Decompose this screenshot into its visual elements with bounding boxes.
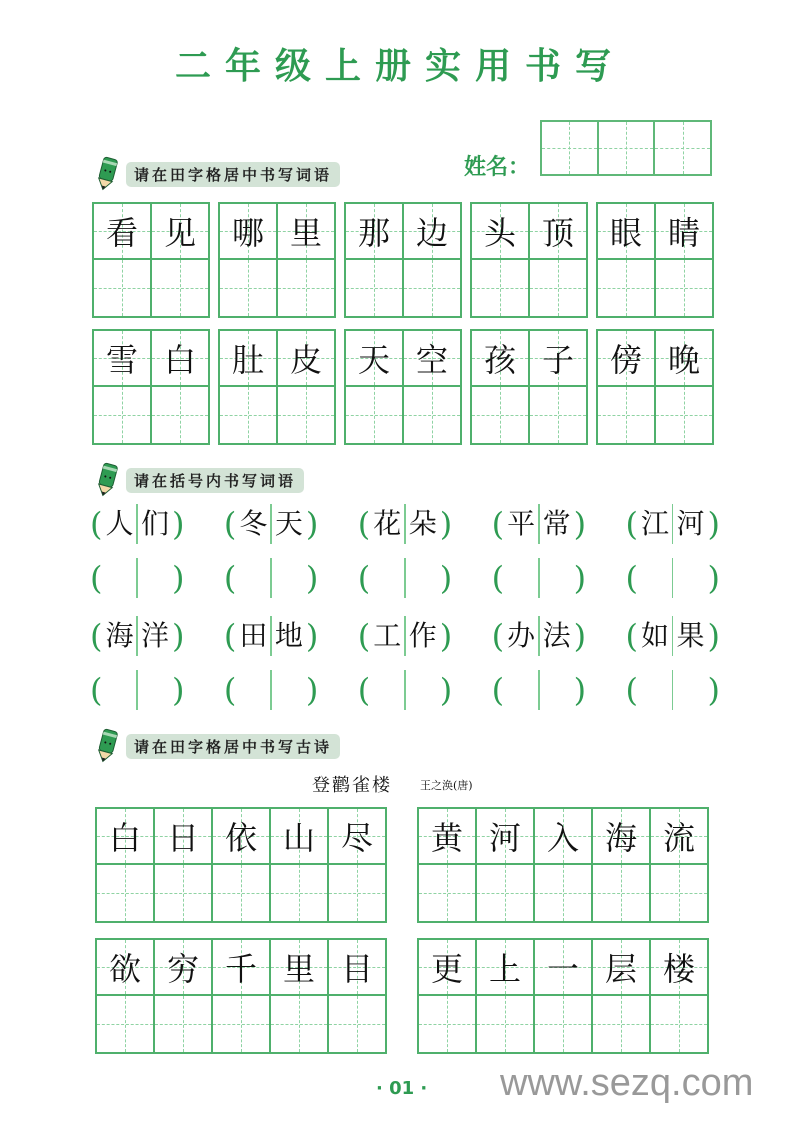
- name-cell[interactable]: [599, 122, 656, 174]
- bracket-word: [626, 614, 720, 658]
- bracket-char: 花: [373, 507, 402, 540]
- tianzige-block: [596, 329, 714, 445]
- bracket-divider: [672, 558, 674, 598]
- bracket-blank[interactable]: [224, 556, 318, 600]
- model-character: 海: [604, 819, 637, 857]
- bracket-blank[interactable]: [626, 556, 720, 600]
- model-character: 肚: [231, 341, 264, 379]
- model-cell: [346, 331, 402, 387]
- close-paren: ): [305, 559, 319, 597]
- model-cell: [152, 331, 208, 387]
- bracket-words-row: [90, 502, 720, 546]
- bracket-char: 作: [408, 619, 437, 652]
- open-paren: (: [357, 505, 371, 543]
- name-input-grid[interactable]: [540, 120, 712, 176]
- bracket-blank[interactable]: [492, 556, 586, 600]
- model-cell: [94, 204, 150, 260]
- model-character: 河: [488, 819, 521, 857]
- model-character: 楼: [662, 950, 695, 988]
- bracket-blank-row: [90, 556, 720, 600]
- model-cell: [419, 940, 475, 996]
- close-paren: ): [439, 505, 453, 543]
- model-cell: [271, 940, 327, 996]
- open-paren: (: [90, 505, 103, 543]
- model-cell: [598, 204, 654, 260]
- writing-cell[interactable]: [419, 865, 475, 921]
- page-number: · 01 ·: [376, 1078, 428, 1099]
- bracket-blank[interactable]: [626, 668, 720, 712]
- tianzige-block: [344, 202, 462, 318]
- grid-column: [155, 940, 213, 1052]
- grid-column: [329, 940, 385, 1052]
- grid-column: [535, 809, 593, 921]
- grid-column: [598, 331, 656, 443]
- close-paren: ): [707, 671, 720, 709]
- model-character: 入: [546, 819, 579, 857]
- grid-column: [155, 809, 213, 921]
- writing-cell[interactable]: [220, 387, 276, 443]
- section-label: 请在括号内书写词语: [126, 468, 304, 493]
- model-cell: [97, 809, 153, 865]
- model-cell: [419, 809, 475, 865]
- writing-cell[interactable]: [213, 996, 269, 1052]
- model-character: 目: [340, 950, 373, 988]
- bracket-char: 人: [105, 507, 134, 540]
- bracket-word: [224, 502, 318, 546]
- model-cell: [535, 940, 591, 996]
- close-paren: ): [171, 559, 185, 597]
- model-character: 流: [662, 819, 695, 857]
- model-cell: [220, 331, 276, 387]
- writing-cell[interactable]: [404, 387, 460, 443]
- open-paren: (: [357, 671, 371, 709]
- writing-cell[interactable]: [530, 387, 586, 443]
- poem-author: 王之涣(唐): [420, 779, 473, 792]
- grid-column: [271, 809, 329, 921]
- model-character: 孩: [483, 341, 516, 379]
- close-paren: ): [439, 617, 453, 655]
- model-character: 白: [108, 819, 141, 857]
- model-character: 千: [224, 950, 257, 988]
- open-paren: (: [90, 559, 103, 597]
- name-cell[interactable]: [542, 122, 599, 174]
- section-header-bracket-words: [94, 462, 304, 498]
- writing-cell[interactable]: [535, 996, 591, 1052]
- bracket-blank[interactable]: [492, 668, 586, 712]
- bracket-divider: [136, 558, 138, 598]
- open-paren: (: [491, 671, 505, 709]
- grid-column: [651, 809, 707, 921]
- close-paren: ): [305, 671, 319, 709]
- grid-column: [213, 809, 271, 921]
- model-cell: [97, 940, 153, 996]
- pencil-icon: [94, 728, 120, 764]
- bracket-word: [492, 502, 586, 546]
- bracket-blank[interactable]: [224, 668, 318, 712]
- open-paren: (: [223, 671, 237, 709]
- open-paren: (: [491, 617, 505, 655]
- bracket-char: 江: [640, 507, 669, 540]
- grid-column: [472, 204, 530, 316]
- model-character: 空: [415, 341, 448, 379]
- grid-column: [152, 331, 208, 443]
- writing-cell[interactable]: [155, 865, 211, 921]
- open-paren: (: [491, 505, 505, 543]
- model-cell: [472, 331, 528, 387]
- tianzige-block: [92, 202, 210, 318]
- grid-column: [598, 204, 656, 316]
- model-cell: [155, 809, 211, 865]
- bracket-blank[interactable]: [358, 556, 452, 600]
- close-paren: ): [707, 505, 720, 543]
- bracket-word: [90, 614, 184, 658]
- grid-column: [278, 331, 334, 443]
- writing-cell[interactable]: [472, 260, 528, 316]
- model-character: 里: [289, 214, 322, 252]
- grid-column: [530, 331, 586, 443]
- bracket-word: [358, 502, 452, 546]
- grid-column: [419, 940, 477, 1052]
- tianzige-block: [344, 329, 462, 445]
- bracket-divider: [404, 670, 406, 710]
- bracket-char: 朵: [408, 507, 437, 540]
- watermark: www.sezq.com: [500, 1062, 754, 1104]
- close-paren: ): [707, 617, 720, 655]
- grid-column: [477, 809, 535, 921]
- open-paren: (: [625, 671, 638, 709]
- writing-cell[interactable]: [477, 865, 533, 921]
- bracket-char: 如: [640, 619, 669, 652]
- close-paren: ): [573, 559, 587, 597]
- open-paren: (: [625, 617, 638, 655]
- writing-cell[interactable]: [593, 996, 649, 1052]
- writing-cell[interactable]: [656, 387, 712, 443]
- grid-column: [404, 204, 460, 316]
- model-character: 日: [166, 819, 199, 857]
- bracket-char: 法: [542, 619, 571, 652]
- model-character: 哪: [231, 214, 264, 252]
- bracket-divider: [538, 670, 540, 710]
- grid-column: [651, 940, 707, 1052]
- writing-cell[interactable]: [94, 387, 150, 443]
- name-cell[interactable]: [655, 122, 710, 174]
- bracket-char: 办: [507, 619, 536, 652]
- writing-cell[interactable]: [152, 260, 208, 316]
- model-character: 穷: [166, 950, 199, 988]
- model-character: 层: [604, 950, 637, 988]
- tianzige-block: [470, 329, 588, 445]
- grid-column: [97, 809, 155, 921]
- grid-column: [346, 204, 404, 316]
- model-character: 里: [282, 950, 315, 988]
- grid-column: [419, 809, 477, 921]
- tianzige-block: [95, 807, 387, 923]
- bracket-word: [224, 614, 318, 658]
- tianzige-block: [92, 329, 210, 445]
- close-paren: ): [573, 617, 587, 655]
- grid-column: [472, 331, 530, 443]
- bracket-char: 冬: [239, 507, 268, 540]
- model-cell: [213, 940, 269, 996]
- bracket-blank[interactable]: [90, 668, 184, 712]
- model-cell: [656, 204, 712, 260]
- writing-cell[interactable]: [220, 260, 276, 316]
- section-header-grid-words: [94, 156, 340, 192]
- model-character: 睛: [667, 214, 700, 252]
- poem-title: 登鹳雀楼: [312, 775, 392, 796]
- close-paren: ): [171, 617, 185, 655]
- model-character: 子: [541, 341, 574, 379]
- model-character: 更: [430, 950, 463, 988]
- bracket-char: 天: [274, 507, 303, 540]
- section-label: 请在田字格居中书写词语: [126, 162, 340, 187]
- close-paren: ): [305, 617, 319, 655]
- open-paren: (: [223, 559, 237, 597]
- open-paren: (: [357, 617, 371, 655]
- bracket-word: [90, 502, 184, 546]
- model-character: 依: [224, 819, 257, 857]
- model-character: 顶: [541, 214, 574, 252]
- writing-cell[interactable]: [94, 260, 150, 316]
- model-cell: [329, 809, 385, 865]
- writing-cell[interactable]: [477, 996, 533, 1052]
- model-character: 山: [282, 819, 315, 857]
- model-character: 头: [483, 214, 516, 252]
- bracket-word: [492, 614, 586, 658]
- open-paren: (: [223, 505, 237, 543]
- bracket-char: 平: [507, 507, 536, 540]
- grid-column: [271, 940, 329, 1052]
- close-paren: ): [439, 559, 453, 597]
- grid-column: [656, 204, 712, 316]
- model-cell: [477, 940, 533, 996]
- bracket-char: 河: [676, 507, 705, 540]
- close-paren: ): [171, 505, 185, 543]
- close-paren: ): [573, 505, 587, 543]
- writing-cell[interactable]: [535, 865, 591, 921]
- model-character: 一: [546, 950, 579, 988]
- open-paren: (: [625, 559, 638, 597]
- model-character: 欲: [108, 950, 141, 988]
- close-paren: ): [171, 671, 185, 709]
- writing-cell[interactable]: [278, 260, 334, 316]
- writing-cell[interactable]: [598, 260, 654, 316]
- section-header-poem: [94, 728, 340, 764]
- model-cell: [94, 331, 150, 387]
- grid-column: [593, 940, 651, 1052]
- grid-column: [152, 204, 208, 316]
- model-character: 眼: [609, 214, 642, 252]
- model-character: 尽: [340, 819, 373, 857]
- tianzige-block: [218, 329, 336, 445]
- model-character: 见: [163, 214, 196, 252]
- writing-cell[interactable]: [651, 865, 707, 921]
- open-paren: (: [90, 671, 103, 709]
- tianzige-block: [95, 938, 387, 1054]
- writing-cell[interactable]: [271, 996, 327, 1052]
- bracket-divider: [404, 558, 406, 598]
- writing-cell[interactable]: [593, 865, 649, 921]
- open-paren: (: [90, 617, 103, 655]
- tianzige-block: [596, 202, 714, 318]
- grid-column: [213, 940, 271, 1052]
- grid-column: [220, 331, 278, 443]
- close-paren: ): [573, 671, 587, 709]
- model-cell: [656, 331, 712, 387]
- model-cell: [530, 331, 586, 387]
- writing-cell[interactable]: [329, 996, 385, 1052]
- close-paren: ): [305, 505, 319, 543]
- writing-cell[interactable]: [329, 865, 385, 921]
- grid-column: [477, 940, 535, 1052]
- bracket-divider: [136, 670, 138, 710]
- model-cell: [329, 940, 385, 996]
- writing-cell[interactable]: [598, 387, 654, 443]
- grid-column: [535, 940, 593, 1052]
- bracket-char: 果: [676, 619, 705, 652]
- bracket-blank[interactable]: [358, 668, 452, 712]
- open-paren: (: [357, 559, 371, 597]
- writing-cell[interactable]: [656, 260, 712, 316]
- model-cell: [346, 204, 402, 260]
- tianzige-block: [417, 938, 709, 1054]
- name-label: 姓名：: [464, 155, 531, 180]
- page-title: 二年级上册实用书写: [174, 46, 625, 87]
- close-paren: ): [439, 671, 453, 709]
- close-paren: ): [707, 559, 720, 597]
- model-character: 上: [488, 950, 521, 988]
- grid-column: [593, 809, 651, 921]
- open-paren: (: [625, 505, 638, 543]
- tianzige-block: [417, 807, 709, 923]
- model-cell: [155, 940, 211, 996]
- model-cell: [530, 204, 586, 260]
- writing-cell[interactable]: [278, 387, 334, 443]
- model-cell: [472, 204, 528, 260]
- model-cell: [598, 331, 654, 387]
- grid-column: [94, 331, 152, 443]
- bracket-char: 地: [274, 619, 303, 652]
- model-cell: [535, 809, 591, 865]
- writing-cell[interactable]: [213, 865, 269, 921]
- model-character: 黄: [430, 819, 463, 857]
- writing-cell[interactable]: [419, 996, 475, 1052]
- model-character: 天: [357, 341, 390, 379]
- bracket-char: 田: [239, 619, 268, 652]
- model-cell: [404, 204, 460, 260]
- writing-cell[interactable]: [97, 865, 153, 921]
- writing-cell[interactable]: [472, 387, 528, 443]
- writing-cell[interactable]: [346, 387, 402, 443]
- writing-cell[interactable]: [155, 996, 211, 1052]
- bracket-blank-row: [90, 668, 720, 712]
- writing-cell[interactable]: [152, 387, 208, 443]
- model-cell: [220, 204, 276, 260]
- model-character: 傍: [609, 341, 642, 379]
- bracket-divider: [270, 670, 272, 710]
- model-cell: [271, 809, 327, 865]
- section-label: 请在田字格居中书写古诗: [126, 734, 340, 759]
- model-cell: [213, 809, 269, 865]
- bracket-char: 海: [105, 619, 134, 652]
- model-character: 那: [357, 214, 390, 252]
- model-cell: [278, 331, 334, 387]
- bracket-char: 工: [373, 619, 402, 652]
- bracket-char: 们: [140, 507, 169, 540]
- model-cell: [278, 204, 334, 260]
- model-character: 看: [105, 214, 138, 252]
- bracket-word: [626, 502, 720, 546]
- model-cell: [651, 809, 707, 865]
- open-paren: (: [491, 559, 505, 597]
- grid-column: [530, 204, 586, 316]
- tianzige-block: [218, 202, 336, 318]
- pencil-icon: [94, 462, 120, 498]
- writing-cell[interactable]: [271, 865, 327, 921]
- bracket-char: 洋: [140, 619, 169, 652]
- model-cell: [593, 940, 649, 996]
- bracket-word: [358, 614, 452, 658]
- writing-cell[interactable]: [346, 260, 402, 316]
- writing-cell[interactable]: [530, 260, 586, 316]
- model-character: 边: [415, 214, 448, 252]
- grid-column: [656, 331, 712, 443]
- writing-cell[interactable]: [404, 260, 460, 316]
- model-cell: [152, 204, 208, 260]
- grid-column: [97, 940, 155, 1052]
- grid-column: [404, 331, 460, 443]
- bracket-words-row: [90, 614, 720, 658]
- open-paren: (: [223, 617, 237, 655]
- model-character: 白: [163, 341, 196, 379]
- bracket-divider: [672, 670, 674, 710]
- grid-column: [278, 204, 334, 316]
- grid-column: [346, 331, 404, 443]
- model-cell: [477, 809, 533, 865]
- bracket-char: 常: [542, 507, 571, 540]
- model-cell: [651, 940, 707, 996]
- pencil-icon: [94, 156, 120, 192]
- grid-column: [94, 204, 152, 316]
- model-character: 雪: [105, 341, 138, 379]
- grid-column: [220, 204, 278, 316]
- model-character: 晚: [667, 341, 700, 379]
- grid-column: [329, 809, 385, 921]
- tianzige-block: [470, 202, 588, 318]
- bracket-divider: [538, 558, 540, 598]
- writing-cell[interactable]: [97, 996, 153, 1052]
- model-cell: [593, 809, 649, 865]
- bracket-divider: [270, 558, 272, 598]
- model-character: 皮: [289, 341, 322, 379]
- model-cell: [404, 331, 460, 387]
- bracket-blank[interactable]: [90, 556, 184, 600]
- writing-cell[interactable]: [651, 996, 707, 1052]
